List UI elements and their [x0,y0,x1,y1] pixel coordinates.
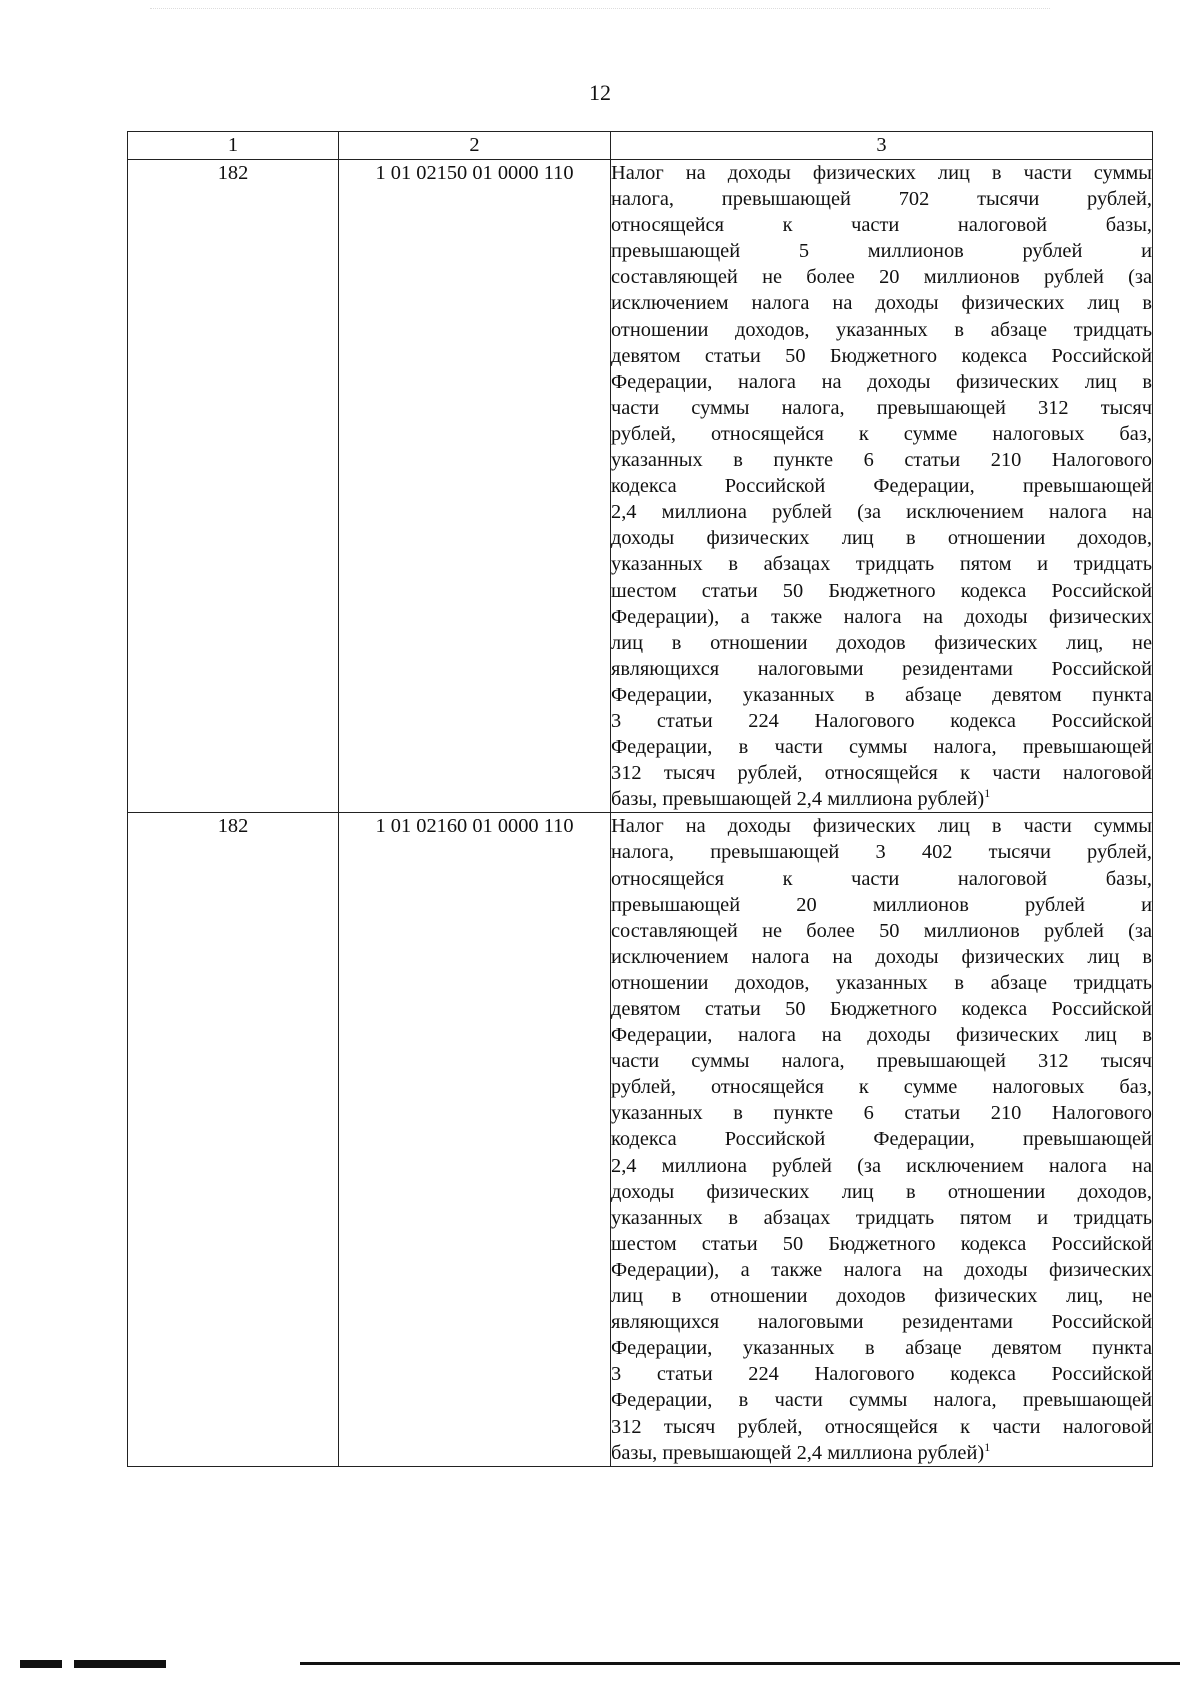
description-line [611,708,1152,734]
description-line-text: Федерации, в части суммы налога, превышающей [611,736,1152,759]
corner-mark-left [20,1660,62,1668]
admin-code-cell: 182 [128,813,339,1466]
description-line-text: лиц в отношении доходов физических лиц, не [611,1285,1152,1308]
description-line [611,970,1152,996]
description-line-text: Налог на доходы физических лиц в части суммы [611,815,1152,838]
description-line [611,578,1152,604]
description-line [611,1100,1152,1126]
header-col-2: 2 [339,132,611,160]
header-row [128,132,1153,160]
description-line-text: кодекса Российской Федерации, превышающей [611,475,1152,498]
description-line-text: относящейся к части налоговой базы, [611,214,1152,237]
description-line [611,866,1152,892]
description-line [611,1414,1152,1440]
top-scan-artifact [150,8,1050,9]
description-line-text: относящейся к части налоговой базы, [611,867,1152,890]
description-line-text: шестом статьи 50 Бюджетного кодекса Российской [611,1232,1152,1255]
description-line [611,1126,1152,1152]
description-line [611,760,1152,786]
description-line [611,1283,1152,1309]
budget-classification-table [127,131,1153,1467]
description-line-text: лиц в отношении доходов физических лиц, не [611,631,1152,654]
description-line [611,656,1152,682]
description-line-text: Федерации, в части суммы налога, превышающей [611,1389,1152,1412]
description-line [611,421,1152,447]
classification-code-cell: 1 01 02150 01 0000 110 [339,160,611,813]
description-line [611,343,1152,369]
footnote-marker: 1 [984,1439,991,1454]
description-line [611,604,1152,630]
description-line-text: базы, превышающей 2,4 миллиона рублей) [611,1441,985,1464]
table-row [128,160,1153,813]
description-line [611,1387,1152,1413]
bottom-rule [300,1662,1180,1665]
description-line [611,1074,1152,1100]
classification-code-cell: 1 01 02160 01 0000 110 [339,813,611,1466]
description-line [611,1361,1152,1387]
description-line [611,839,1152,865]
description-line-text: доходы физических лиц в отношении доходов, [611,1180,1152,1203]
description-line-text: Федерации, налога на доходы физических лиц в [611,370,1152,393]
description-line [611,1022,1152,1048]
description-line-text: превышающей 20 миллионов рублей и [611,893,1152,916]
description-line [611,892,1152,918]
description-line-text: девятом статьи 50 Бюджетного кодекса Российской [611,344,1152,367]
description-line-text: указанных в абзацах тридцать пятом и тридцать [611,553,1152,576]
description-line-text: исключением налога на доходы физических лиц в [611,945,1152,968]
description-line-text: рублей, относящейся к сумме налоговых баз, [611,1076,1152,1099]
description-line [611,212,1152,238]
description-line [611,786,1152,812]
description-line-text: указанных в абзацах тридцать пятом и тридцать [611,1206,1152,1229]
description-line-text: отношении доходов, указанных в абзаце тридцать [611,971,1152,994]
description-line-text: отношении доходов, указанных в абзаце тридцать [611,318,1152,341]
description-line [611,1309,1152,1335]
description-line-text: превышающей 5 миллионов рублей и [611,240,1152,263]
description-line [611,1231,1152,1257]
description-line-text: Федерации, налога на доходы физических лиц в [611,1024,1152,1047]
description-line [611,473,1152,499]
description-line-text: кодекса Российской Федерации, превышающей [611,1128,1152,1151]
description-line [611,1335,1152,1361]
description-line-text: Федерации, указанных в абзаце девятом пункта [611,683,1152,706]
description-line [611,734,1152,760]
description-line-text: налога, превышающей 702 тысячи рублей, [611,188,1152,211]
description-line [611,1179,1152,1205]
description-line [611,944,1152,970]
description-line [611,630,1152,656]
description-line-text: являющихся налоговыми резидентами Российской [611,657,1152,680]
description-line [611,238,1152,264]
description-line-text: указанных в пункте 6 статьи 210 Налогового [611,449,1152,472]
description-line-text: 2,4 миллиона рублей (за исключением налога на [611,501,1152,524]
description-cell [611,160,1153,813]
header-col-1: 1 [128,132,339,160]
description-line-text: составляющей не более 50 миллионов рублей (за [611,919,1152,942]
description-line-text: указанных в пункте 6 статьи 210 Налогового [611,1102,1152,1125]
description-line [611,1257,1152,1283]
description-cell [611,813,1153,1466]
description-line [611,1205,1152,1231]
description-line-text: являющихся налоговыми резидентами Российской [611,1311,1152,1334]
description-line-text: части суммы налога, превышающей 312 тысяч [611,396,1152,419]
description-line-text: Федерации, указанных в абзаце девятом пункта [611,1337,1152,1360]
description-line-text: 2,4 миллиона рублей (за исключением налога на [611,1154,1152,1177]
description-line [611,525,1152,551]
description-line-text: рублей, относящейся к сумме налоговых баз, [611,422,1152,445]
admin-code-cell: 182 [128,160,339,813]
description-line-text: 312 тысяч рублей, относящейся к части налоговой [611,762,1152,785]
description-line-text: доходы физических лиц в отношении доходов, [611,527,1152,550]
table-header [128,132,1153,160]
description-line [611,996,1152,1022]
description-line-text: 3 статьи 224 Налогового кодекса Российской [611,1363,1152,1386]
description-line-text: 3 статьи 224 Налогового кодекса Российской [611,709,1152,732]
description-line-text: налога, превышающей 3 402 тысячи рублей, [611,841,1152,864]
description-line [611,1153,1152,1179]
description-line-text: исключением налога на доходы физических лиц в [611,292,1152,315]
corner-mark-right [74,1660,166,1668]
description-line [611,1048,1152,1074]
description-line-text: части суммы налога, превышающей 312 тысяч [611,1050,1152,1073]
description-line-text: девятом статьи 50 Бюджетного кодекса Российской [611,998,1152,1020]
description-line [611,1440,1152,1466]
description-line [611,813,1152,839]
description-line-text: шестом статьи 50 Бюджетного кодекса Российской [611,579,1152,602]
footnote-marker: 1 [984,786,991,801]
description-line-text: 312 тысяч рублей, относящейся к части налоговой [611,1415,1152,1438]
description-line [611,499,1152,525]
page-number: 12 [589,80,611,105]
description-line [611,447,1152,473]
description-line [611,186,1152,212]
description-line [611,682,1152,708]
description-line [611,290,1152,316]
table-body [128,160,1153,1467]
description-line [611,395,1152,421]
table-row [128,813,1153,1466]
header-col-3: 3 [611,132,1153,160]
description-line [611,369,1152,395]
description-line-text: Федерации), а также налога на доходы физических [611,605,1152,628]
description-line-text: Налог на доходы физических лиц в части суммы [611,162,1152,184]
description-line-text: Федерации), а также налога на доходы физических [611,1258,1152,1281]
description-line [611,918,1152,944]
description-line [611,160,1152,186]
description-line-text: составляющей не более 20 миллионов рублей (за [611,266,1152,289]
description-line-text: базы, превышающей 2,4 миллиона рублей) [611,788,985,811]
description-line [611,264,1152,290]
description-line [611,551,1152,577]
description-line [611,317,1152,343]
